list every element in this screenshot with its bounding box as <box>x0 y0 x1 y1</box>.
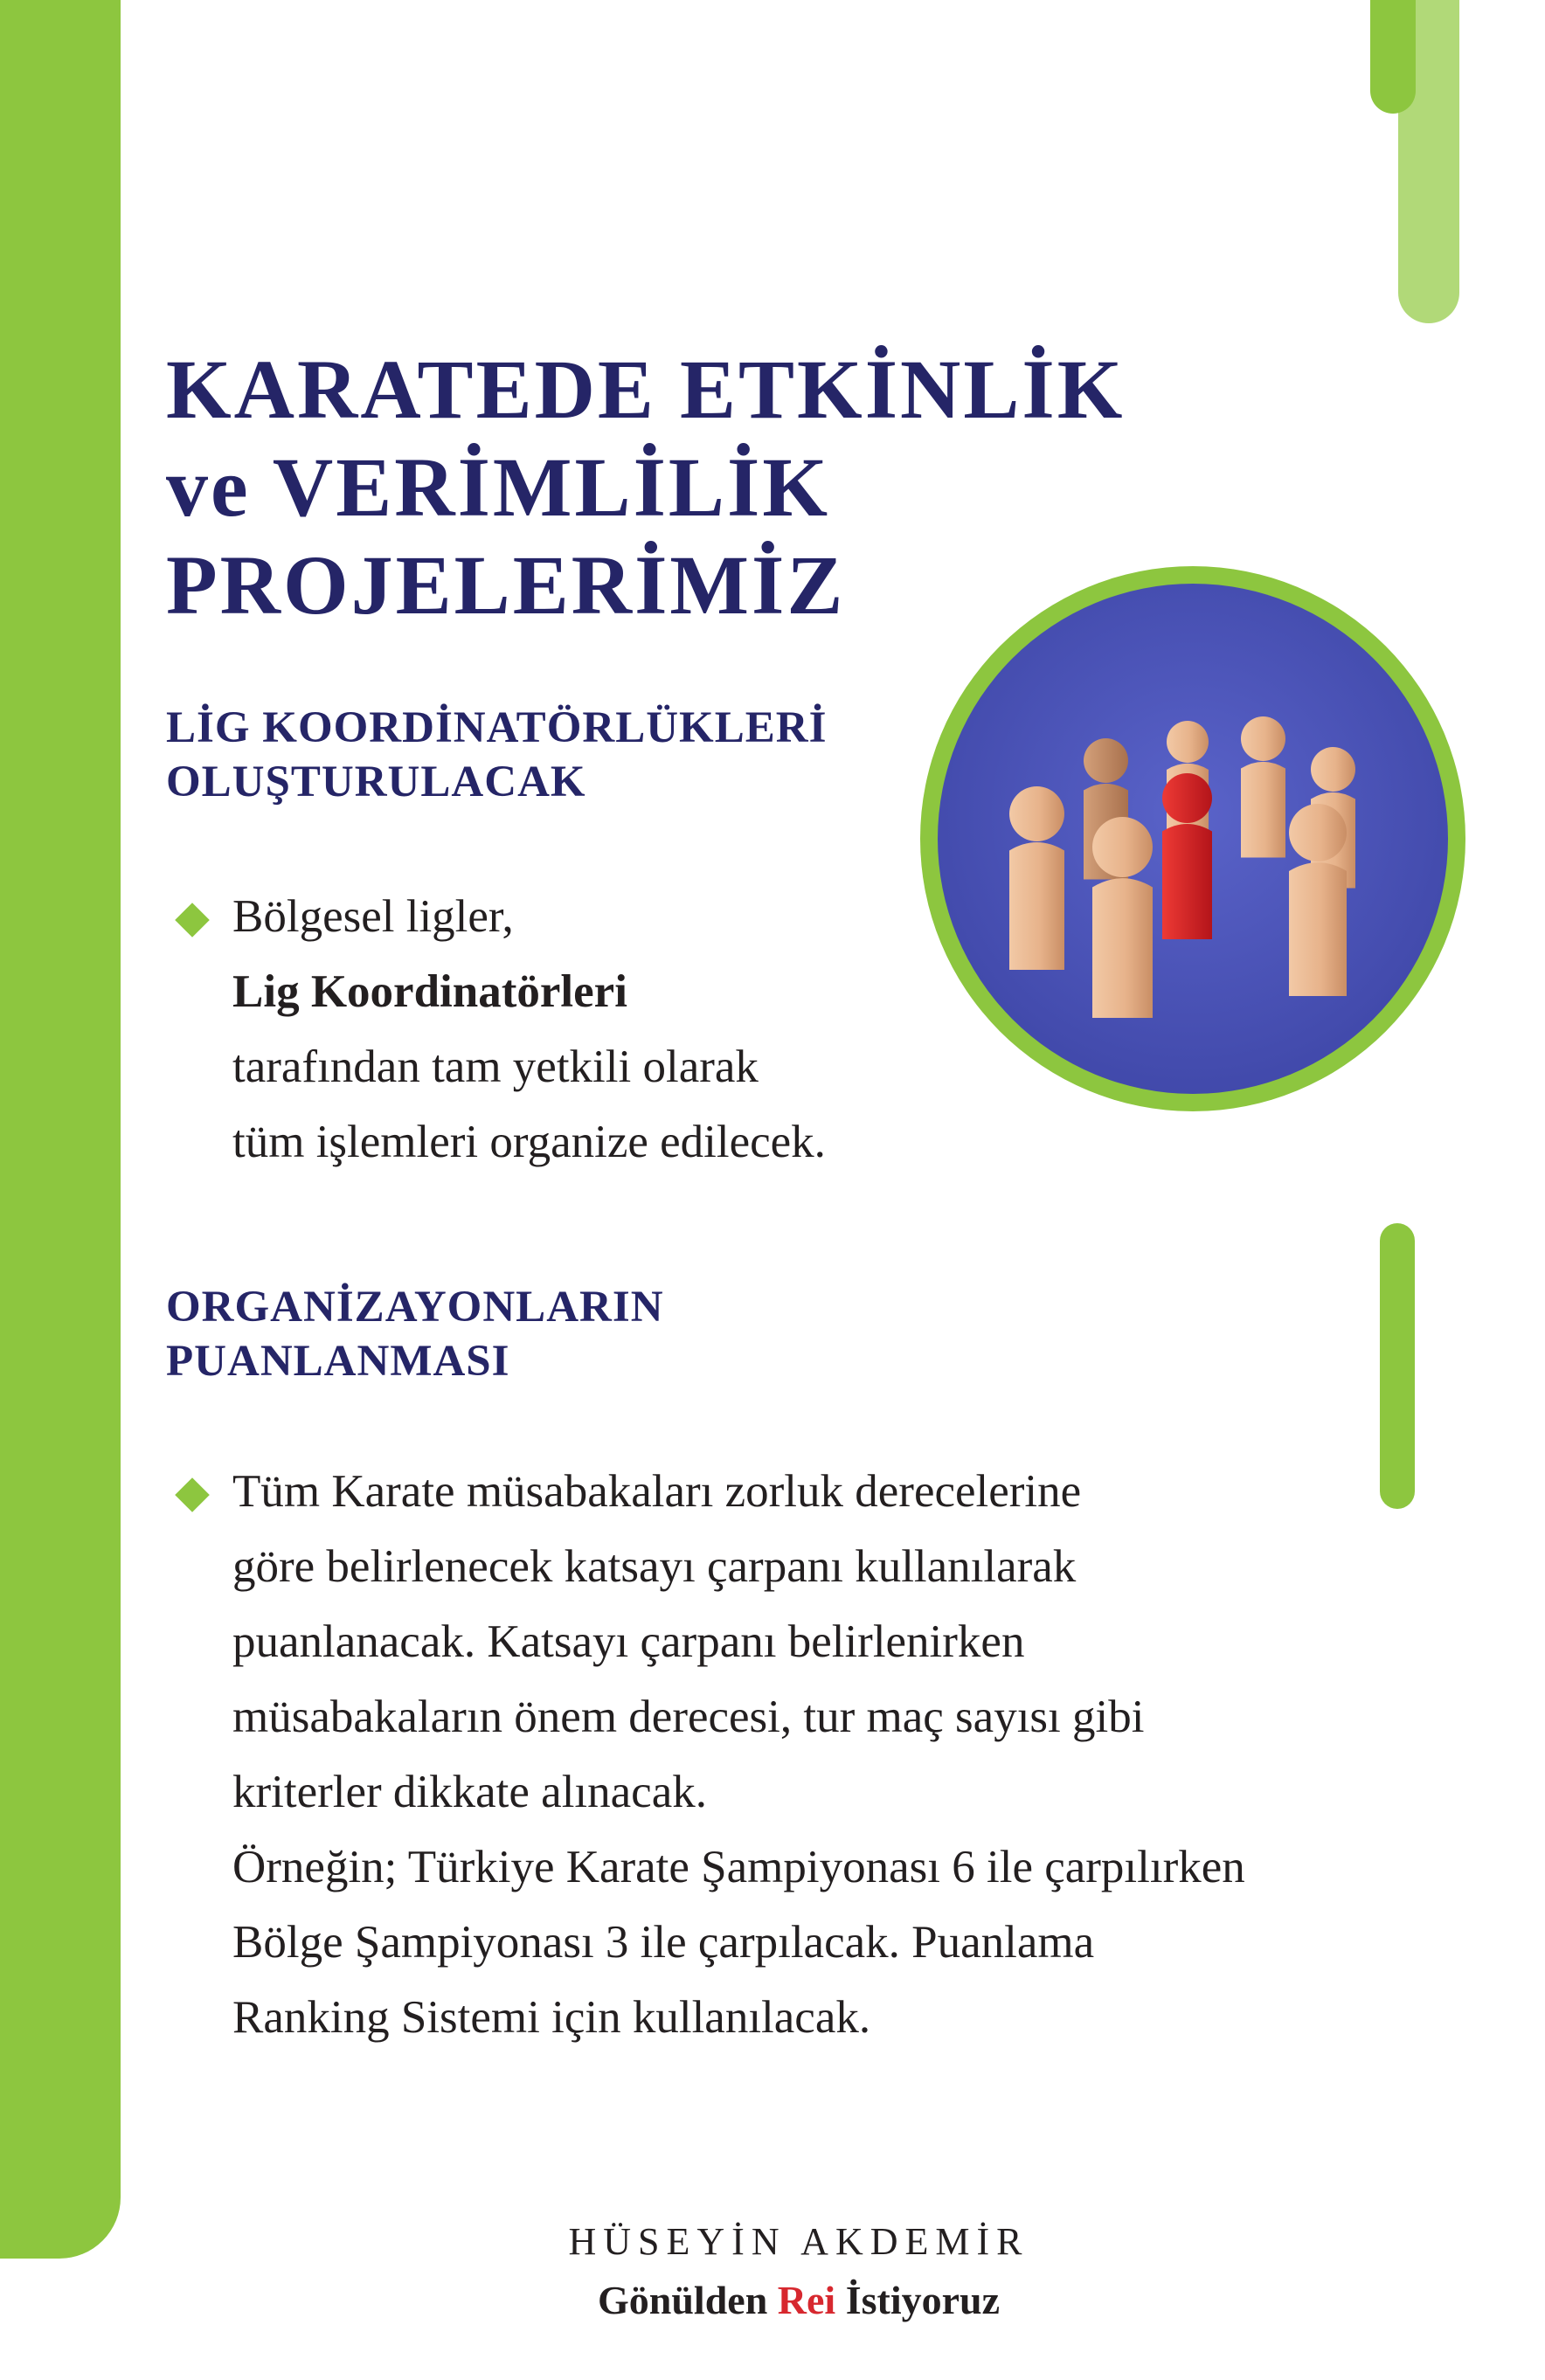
section-2-heading-line-1: ORGANİZAYONLARIN <box>166 1283 664 1332</box>
section-2-line: müsabakaların önem derecesi, tur maç sayısı gibi <box>232 1692 1145 1742</box>
section-2-line: Örneğin; Türkiye Karate Şampiyonası 6 ile çarpılırken <box>232 1842 1245 1892</box>
wooden-figures-illustration <box>913 559 1472 1118</box>
top-right-green-stripe <box>1370 0 1416 114</box>
section-2-line: Tüm Karate müsabakaları zorluk derecelerine <box>232 1466 1082 1517</box>
section-1-heading-line-1: LİG KOORDİNATÖRLÜKLERİ <box>166 703 828 752</box>
section-1-heading-line-2: OLUŞTURULACAK <box>166 758 586 806</box>
slogan-part-2: İstiyoruz <box>845 2278 1001 2322</box>
footer-slogan <box>0 2277 1545 2323</box>
figure-left-front <box>1009 786 1064 970</box>
section-2-line: puanlanacak. Katsayı çarpanı belirlenirken <box>232 1616 1025 1667</box>
figure-center-front <box>1092 817 1153 1018</box>
title-line-2: ve VERİMLİLİK <box>166 440 830 534</box>
section-2-line: Ranking Sistemi için kullanılacak. <box>232 1992 871 2043</box>
section-2-line: göre belirlenecek katsayı çarpanı kullanılarak <box>232 1541 1077 1592</box>
section-1-line: tarafından tam yetkili olarak <box>232 1041 759 1092</box>
title-line-3: PROJELERİMİZ <box>166 538 846 632</box>
figure-back-right <box>1241 716 1285 858</box>
section-2-heading-line-2: PUANLANMASI <box>166 1337 510 1386</box>
left-accent-bar <box>0 0 121 2259</box>
slogan-highlight: Rei <box>777 2278 836 2322</box>
lig-koordinatorleri-text: Lig Koordinatörleri <box>232 966 627 1017</box>
section-1-line: tüm işlemleri organize edilecek. <box>232 1117 826 1167</box>
section-2-bullet <box>175 1454 1468 2055</box>
section-2-line: kriterler dikkate alınacak. <box>232 1767 707 1817</box>
title-line-1: KARATEDE ETKİNLİK <box>166 342 1126 436</box>
footer-author-name: HÜSEYİN AKDEMİR <box>568 2220 1029 2263</box>
figure-right-front <box>1289 804 1347 996</box>
figure-red <box>1162 773 1212 939</box>
section-1-heading <box>166 701 953 809</box>
section-1-line: Bölgesel ligler, <box>232 891 514 942</box>
section-2-heading <box>166 1280 953 1388</box>
slogan-part-1: Gönülden <box>597 2278 768 2322</box>
section-2-line: Bölge Şampiyonası 3 ile çarpılacak. Puanlama <box>232 1917 1095 1968</box>
